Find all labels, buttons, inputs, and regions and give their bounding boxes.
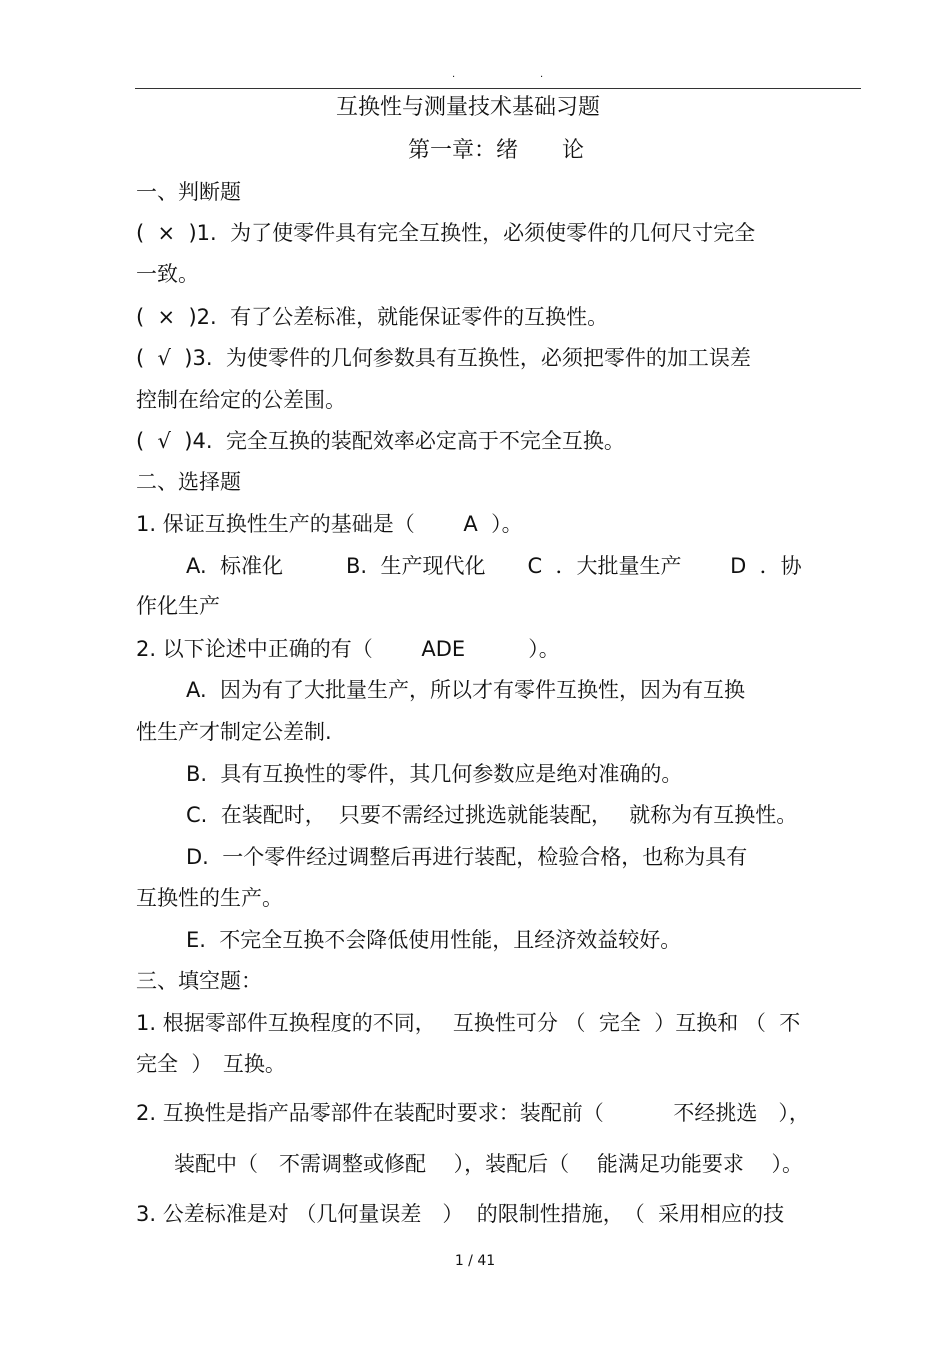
judge-item-3: ( √ )3. 为使零件的几何参数具有互换性，必须把零件的加工误差 [136, 346, 751, 370]
choice-q1-options-cont: 作化生产 [136, 594, 220, 618]
judge-item-1: ( × )1. 为了使零件具有完全互换性，必须使零件的几何尺寸完全 [136, 221, 756, 245]
choice-q2-option-a-cont: 性生产才制定公差制. [136, 720, 332, 744]
choice-q2: 2. 以下论述中正确的有（ ADE ）。 [136, 637, 560, 661]
fill-q1: 1. 根据零部件互换程度的不同， 互换性可分 （ 完全 ）互换和 （ 不 [136, 1011, 801, 1035]
document-title: 互换性与测量技术基础习题 [336, 95, 601, 120]
fill-q3: 3. 公差标准是对 （几何量误差 ） 的限制性措施， （ 采用相应的技 [136, 1202, 785, 1226]
choice-q1-options: A. 标准化 B. 生产现代化 C ．大批量生产 D ．协 [186, 554, 802, 578]
judge-item-1-cont: 一致。 [136, 262, 199, 286]
header-dots [0, 70, 950, 80]
choice-q2-option-d-cont: 互换性的生产。 [136, 886, 283, 910]
fill-q2: 2. 互换性是指产品零部件在装配时要求：装配前（ 不经挑选 ）， [136, 1101, 810, 1125]
choice-q2-option-a: A. 因为有了大批量生产，所以才有零件互换性，因为有互换 [186, 678, 746, 702]
choice-q2-option-b: B. 具有互换性的零件，其几何参数应是绝对准确的。 [186, 762, 683, 786]
section-heading-choice: 二、选择题 [136, 470, 241, 494]
judge-item-2: ( × )2. 有了公差标准，就能保证零件的互换性。 [136, 305, 609, 329]
choice-q2-option-c: C. 在装配时， 只要不需经过挑选就能装配， 就称为有互换性。 [186, 803, 798, 827]
judge-item-3-cont: 控制在给定的公差围。 [136, 388, 346, 412]
section-heading-judge: 一、判断题 [136, 180, 241, 204]
header-dot-left: . [452, 69, 456, 80]
choice-q2-option-d: D. 一个零件经过调整后再进行装配，检验合格，也称为具有 [186, 845, 748, 869]
chapter-heading: 第一章：绪 论 [408, 138, 585, 163]
choice-q1: 1. 保证互换性生产的基础是（ A ）。 [136, 512, 523, 536]
section-heading-fill: 三、填空题： [136, 969, 262, 993]
header-rule [135, 88, 861, 89]
judge-item-4: ( √ )4. 完全互换的装配效率必定高于不完全互换。 [136, 429, 625, 453]
header-dot-right: . [540, 69, 544, 80]
page-number: 1 / 41 [454, 1253, 496, 1269]
fill-q2-cont: 装配中（ 不需调整或修配 ），装配后（ 能满足功能要求 ）。 [174, 1152, 804, 1176]
fill-q1-cont: 完全 ） 互换。 [136, 1052, 286, 1076]
choice-q2-option-e: E. 不完全互换不会降低使用性能，且经济效益较好。 [186, 928, 682, 952]
